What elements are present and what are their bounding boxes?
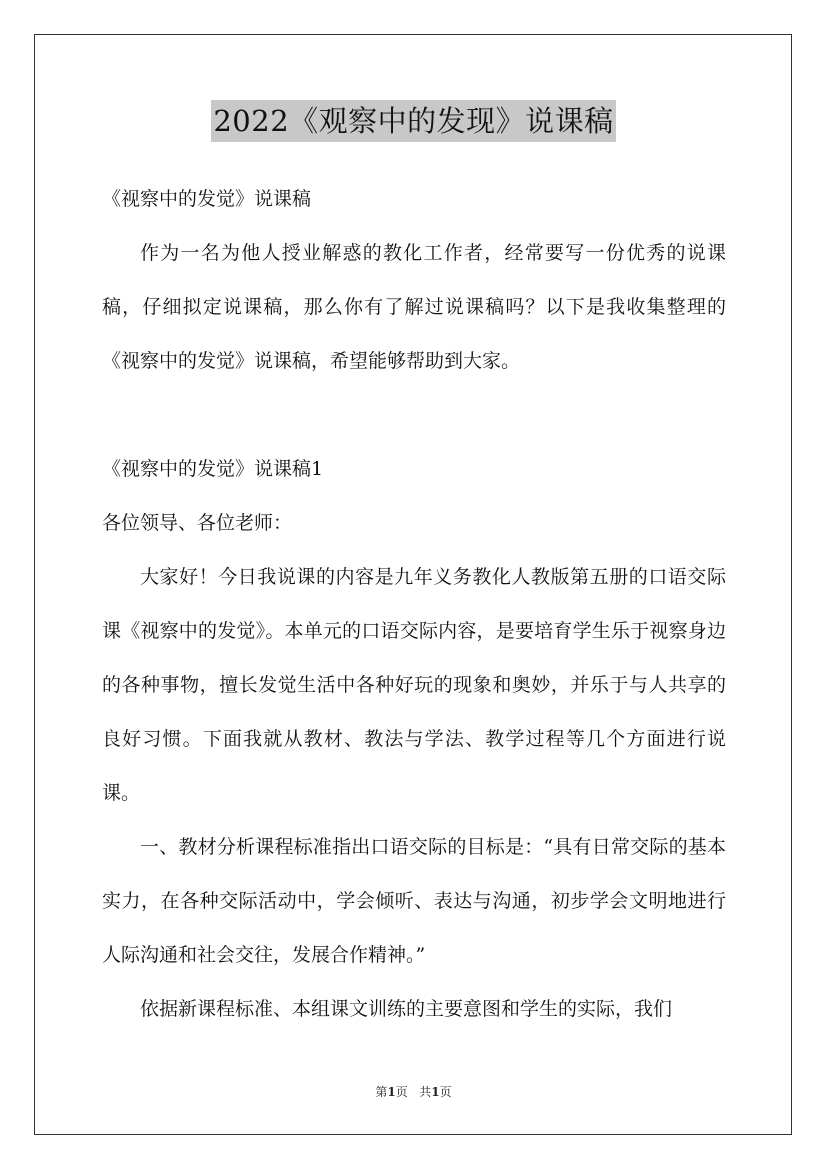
footer-page-number: 1 bbox=[387, 1085, 396, 1099]
document-body bbox=[102, 172, 726, 1036]
greeting-line: 各位领导、各位老师： bbox=[102, 512, 293, 534]
body-paragraph-3: 依据新课程标准、本组课文训练的主要意图和学生的实际，我们 bbox=[140, 998, 673, 1020]
page-footer bbox=[0, 1084, 827, 1100]
title-container bbox=[0, 100, 827, 142]
document-subtitle: 《视察中的发觉》说课稿 bbox=[102, 188, 312, 210]
footer-prefix: 第 bbox=[375, 1085, 388, 1099]
intro-paragraph: 作为一名为他人授业解惑的教化工作者，经常要写一份优秀的说课稿，仔细拟定说课稿，那么你有了解过说课稿吗？以下是我收集整理的《视察中的发觉》说课稿，希望能够帮助到大家。 bbox=[102, 242, 726, 372]
section-heading: 《视察中的发觉》说课稿1 bbox=[102, 458, 324, 480]
body-paragraph-1: 大家好！今日我说课的内容是九年义务教化人教版第五册的口语交际课《视察中的发觉》。本单元的口语交际内容，是要培育学生乐于视察身边的各种事物，擅长发觉生活中各种好玩的现象和奥妙，并乐于与人共享的良好习惯。下面我就从教材、教法与学法、教学过程等几个方面进行说课。 bbox=[102, 566, 726, 804]
footer-mid: 页 共 bbox=[395, 1085, 432, 1099]
document-title: 2022《观察中的发现》说课稿 bbox=[211, 100, 615, 142]
body-paragraph-2: 一、教材分析课程标准指出口语交际的目标是：“具有日常交际的基本实力，在各种交际活动中，学会倾听、表达与沟通，初步学会文明地进行人际沟通和社会交往，发展合作精神。” bbox=[102, 836, 726, 966]
footer-total-pages: 1 bbox=[431, 1085, 440, 1099]
footer-suffix: 页 bbox=[439, 1085, 452, 1099]
